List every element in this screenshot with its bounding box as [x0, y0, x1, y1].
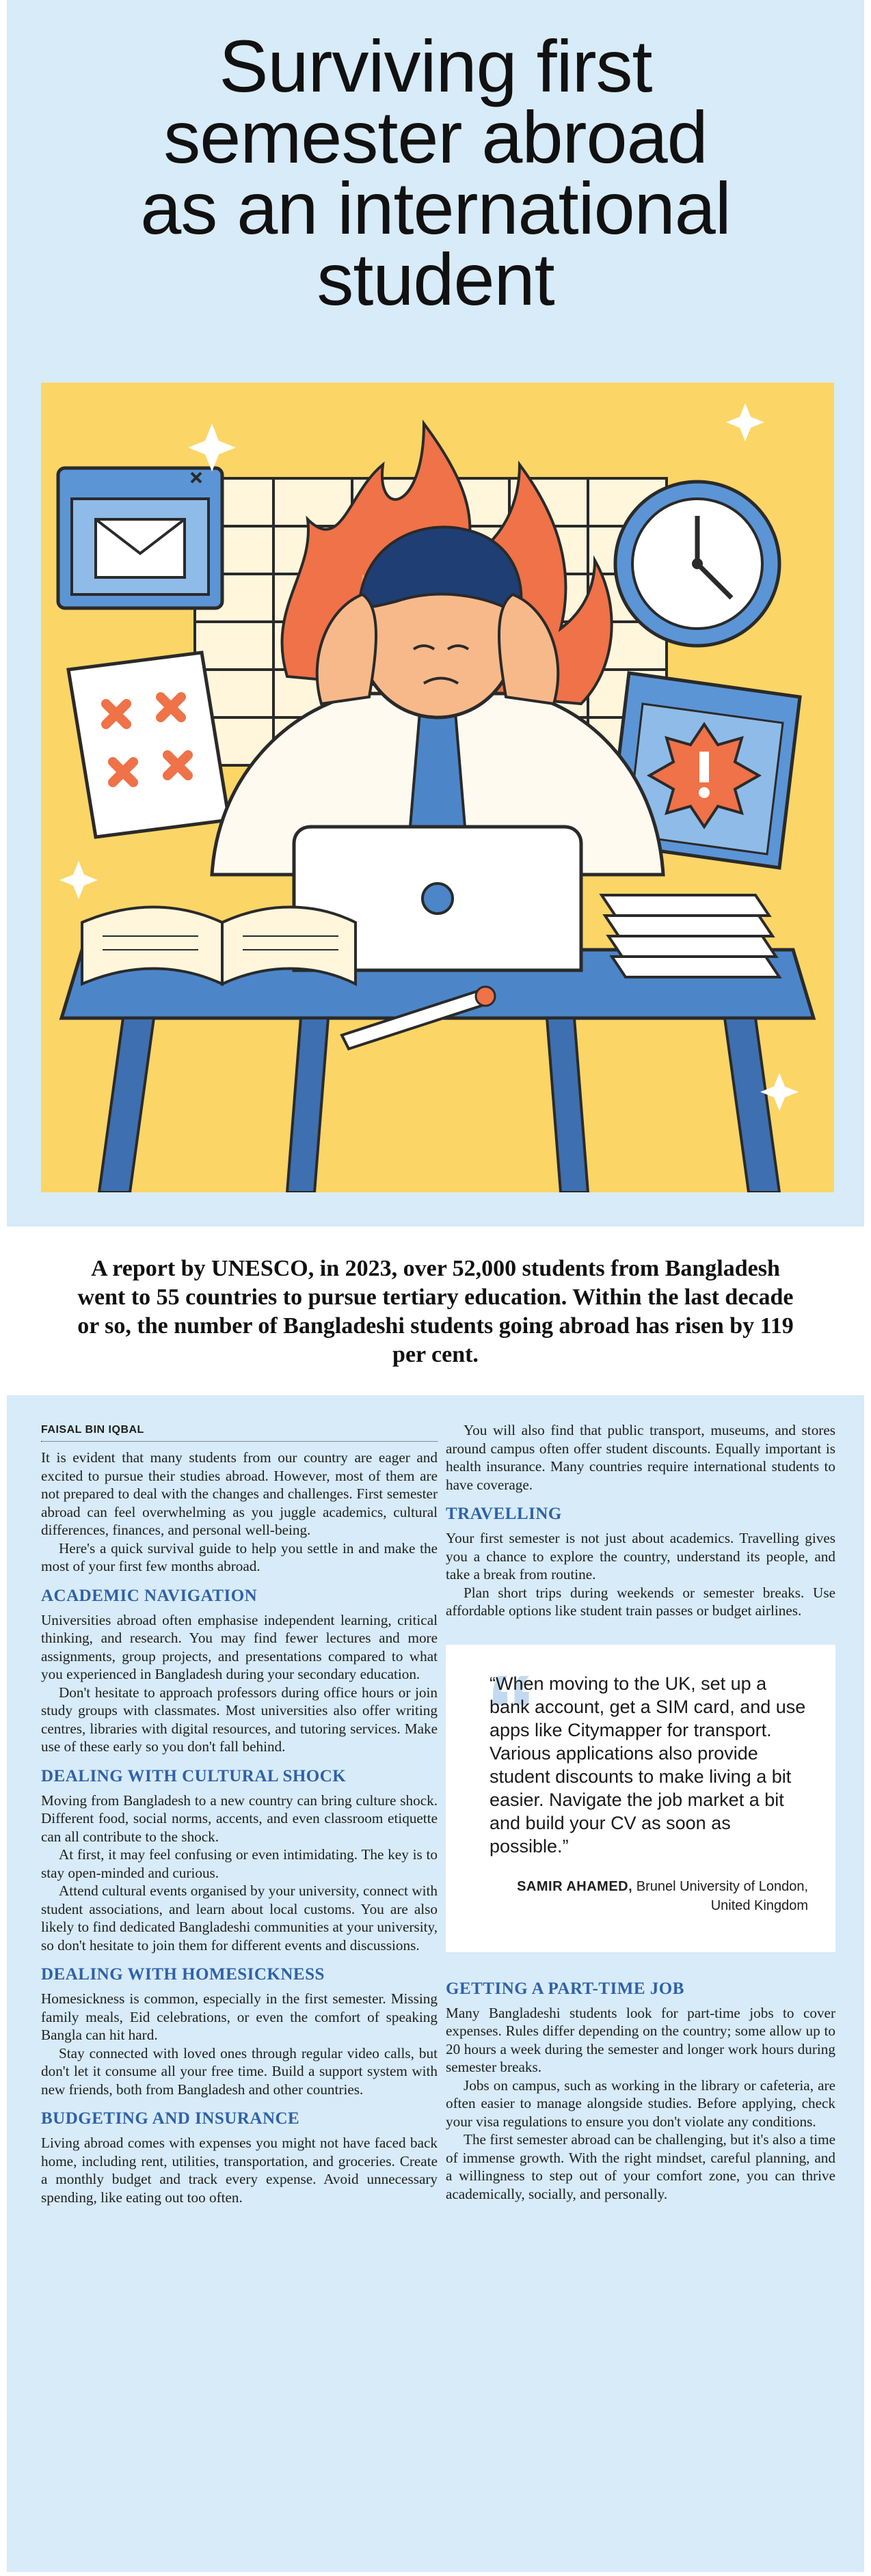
paragraph: Universities abroad often emphasise independent learning, critical thinking, and research. You may find fewer lectures and more assignments, group projects, and presentations compared to what you experienced in Bangladesh during your secondary education. — [41, 1611, 438, 1682]
paragraph: Jobs on campus, such as working in the library or cafeteria, are often easier to manage alongside studies. Before applying, check your visa regulations to ensure you don't violate any conditions. — [446, 2077, 835, 2130]
byline: FAISAL BIN IQBAL — [41, 1421, 438, 1442]
section-heading-travelling: TRAVELLING — [446, 1505, 562, 1523]
quote-credit — [490, 1877, 808, 1915]
pull-quote — [446, 1645, 835, 1952]
section-heading-culture: DEALING WITH CULTURAL SHOCK — [41, 1766, 347, 1785]
article-column-right — [446, 1421, 835, 2203]
paragraph: The first semester abroad can be challenging, but it's also a time of immense growth. With the right mindset, careful planning, and a willingness to step out of your comfort zone, you can thrive academically, socially, and personally. — [446, 2131, 835, 2202]
paragraph: It is evident that many students from our country are eager and excited to pursue their studies abroad. However, most of them are not prepared to deal with the changes and challenges. First semester abroad can feel overwhelming as you juggle academics, cultural differences, finances, and personal well-being. — [41, 1449, 438, 1538]
paragraph: Attend cultural events organised by your university, connect with student associations, and learn about local customs. You are also likely to find dedicated Bangladeshi communities at your university, so don't hesitate to join them for different events and discussions. — [41, 1882, 438, 1954]
paragraph: Many Bangladeshi students look for part-time jobs to cover expenses. Rules differ depending on the country; some allow up to 20 hours a week during the semester and longer work hours during semester breaks. — [446, 2004, 835, 2075]
paragraph: Your first semester is not just about academics. Travelling gives you a chance to explore the country, understand its people, and take a break from routine. — [446, 1530, 835, 1582]
article-column-left — [41, 1421, 438, 2206]
calendar-x-icon — [68, 653, 229, 837]
clock-icon — [615, 482, 779, 646]
paragraph: Moving from Bangladesh to a new country can bring culture shock. Different food, social norms, accents, and even classroom etiquette can all contribute to the shock. — [41, 1792, 438, 1845]
lead-paragraph: A report by UNESCO, in 2023, over 52,000 students from Bangladesh went to 55 countries to pursue tertiary education. Within the last decade or so, the number of Bangladeshi students going abroad has risen by 119 per cent. — [77, 1256, 794, 1367]
paragraph: Stay connected with loved ones through regular video calls, but don't let it consume all your free time. Build a support system with new friends, both from Bangladesh and other countries. — [41, 2044, 438, 2098]
quote-mark-icon: “ — [485, 1653, 537, 1768]
illustration-svg — [41, 383, 834, 1192]
paragraph: Plan short trips during weekends or semester breaks. Use affordable options like student train passes or budget airlines. — [446, 1584, 835, 1619]
section-heading-academic: ACADEMIC NAVIGATION — [41, 1586, 258, 1605]
title-line: semester abroad — [163, 96, 708, 178]
paragraph: You will also find that public transport, museums, and stores around campus often offer student discounts. Equally important is health insurance. Many countries require international students to have coverage. — [446, 1422, 835, 1493]
paper-stack-icon — [602, 895, 779, 977]
section-heading-part-time-job: GETTING A PART-TIME JOB — [446, 1979, 684, 1998]
mail-icon — [58, 468, 222, 608]
stressed-student-illustration — [41, 383, 834, 1192]
paragraph: At first, it may feel confusing or even intimidating. The key is to stay open-minded and curious. — [41, 1846, 438, 1881]
title-line: Surviving first — [219, 25, 652, 107]
title-line: student — [317, 238, 554, 320]
section-heading-budgeting: BUDGETING AND INSURANCE — [41, 2109, 300, 2128]
section-heading-homesickness: DEALING WITH HOMESICKNESS — [41, 1965, 325, 1984]
paragraph: Homesickness is common, especially in the first semester. Missing family meals, Eid celebrations, or even the comfort of speaking Bangla can hit hard. — [41, 1990, 438, 2043]
paragraph: Here's a quick survival guide to help you settle in and make the most of your first few months abroad. — [41, 1539, 438, 1574]
title-line: as an international — [140, 167, 731, 249]
quote-affiliation: Brunel University of London, United Kingdom — [632, 1878, 808, 1913]
hero-section — [7, 0, 864, 1227]
page-title — [7, 25, 864, 320]
paragraph: Don't hesitate to approach professors during office hours or join study groups with classmates. Most universities also offer writing centres, libraries with digital resources, and tutoring services. Make use of these early so you don't fall behind. — [41, 1684, 438, 1755]
quote-text: “When moving to the UK, set up a bank account, get a SIM card, and use apps like Citymapper for transport. Various applications also provide student discounts to make living a bit easier. Navigate the job market a bit and build your CV as soon as possible.” — [490, 1673, 806, 1856]
paragraph: Living abroad comes with expenses you might not have faced back home, including rent, utilities, transportation, and groceries. Create a monthly budget and track every expense. Avoid unnecessary spending, like eating out too often. — [41, 2135, 438, 2206]
quote-author: SAMIR AHAMED, — [517, 1878, 633, 1894]
